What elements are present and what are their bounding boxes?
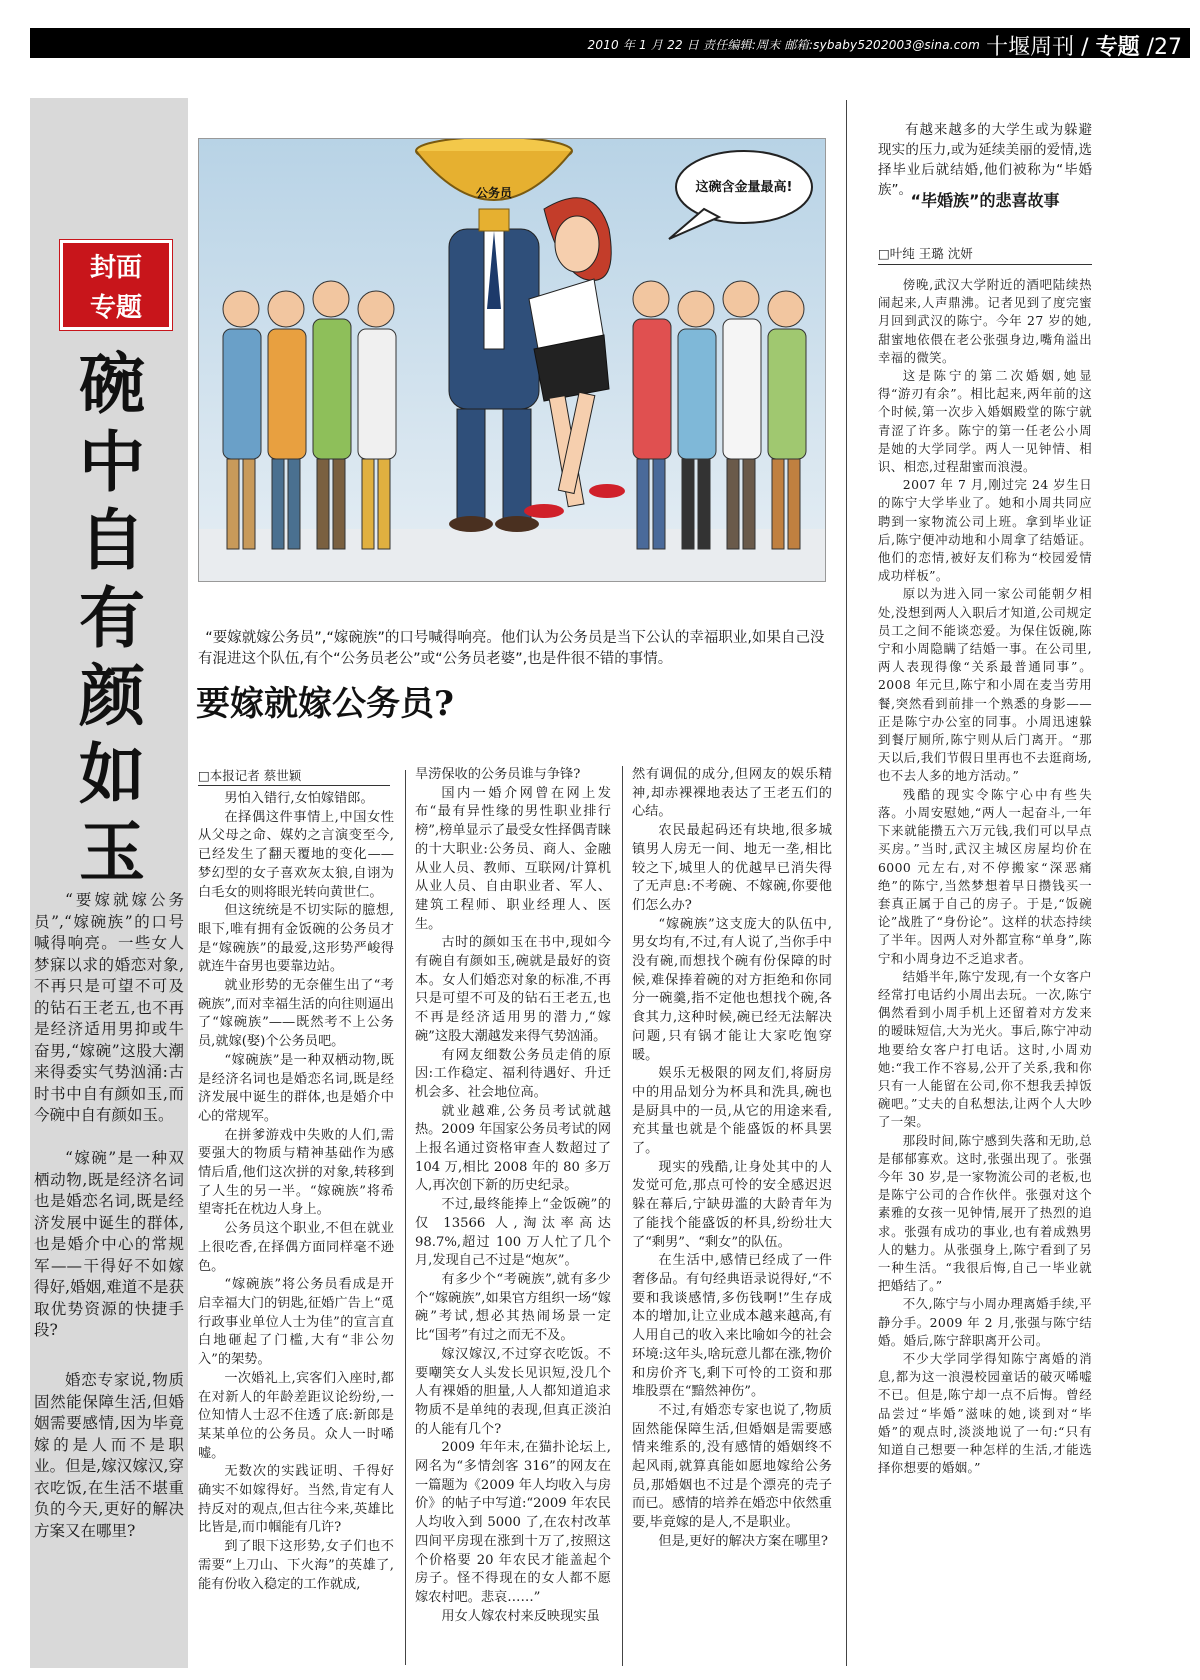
page-number: 27 bbox=[1154, 35, 1182, 60]
sidebar-paragraph: 原以为进入同一家公司能朝夕相处,没想到两人入职后才知道,公司规定员工之间不能谈恋爱。为保住饭碗,陈宁和小周隐瞒了结婚一事。在公司里,两人表现得像“关系最普通同事”。2008 年元旦,陈宁和小周在麦当劳用餐,突然看到前排一个熟悉的身影——正是陈宁办公室的同事。小周迅速躲到餐厅厕所,陈宁则从后门离开。“那天以后,我们节假日里再也不去逛商场,也不去人多的地方活动。” bbox=[878, 586, 1092, 784]
body-paragraph: 现实的残酷,让身处其中的人发觉可危,那点可怜的安全感迟迟躲在幕后,宁缺毋滥的大龄青年为了能找个能盛饭的杯具,纷纷壮大了“剩男”、“剩女”的队伍。 bbox=[632, 1159, 832, 1250]
body-paragraph: 嫁汉嫁汉,不过穿衣吃饭。不要嘲笑女人头发长见识短,没几个人有裸婚的胆量,人人都知道追求物质不是单纯的表现,但真正淡泊的人能有几个? bbox=[415, 1346, 611, 1437]
article-byline: □本报记者 蔡世颖 bbox=[198, 766, 390, 786]
column-divider bbox=[846, 100, 847, 1666]
publication-name: 十堰周刊 bbox=[986, 35, 1075, 60]
sidebar-paragraph: 不少大学同学得知陈宁离婚的消息,都为这一浪漫校园童话的破灭唏嘘不已。但是,陈宁却一点不后悔。曾经品尝过“毕婚”滋味的她,谈到对“毕婚”的观点时,淡淡地说了一句:“只有知道自己想要一种怎样的生活,才能选择你想要的婚姻。” bbox=[878, 1350, 1092, 1476]
body-column-1 bbox=[198, 790, 394, 1594]
bowl-label: 公务员 bbox=[475, 186, 513, 200]
sidebar-paragraph: 傍晚,武汉大学附近的酒吧陆续热闹起来,人声鼎沸。记者见到了度完蜜月回到武汉的陈宁。今年 27 岁的她,甜蜜地依偎在老公张强身边,嘴角溢出幸福的微笑。 bbox=[878, 277, 1092, 365]
body-paragraph: 就业越难,公务员考试就越热。2009 年国家公务员考试的网上报名通过资格审查人数超过了 104 万,相比 2008 年的 80 多万人,再次创下新的历史纪录。 bbox=[415, 1103, 612, 1194]
body-paragraph: 古时的颜如玉在书中,现如今有碗自有颜如玉,碗就是最好的资本。女人们婚恋对象的标准,不再只是可望不可及的钻石王老五,也不再是经济适用男的潜力,“嫁碗”这股大潮越发来得气势汹涌。 bbox=[415, 935, 611, 1044]
body-paragraph: 娱乐无极限的网友们,将厨房中的用品划分为杯具和洗具,碗也是厨具中的一员,从它的用途来看,充其量也就是个能盛饭的杯具罢了。 bbox=[632, 1066, 832, 1157]
column-divider bbox=[405, 770, 406, 1665]
body-paragraph: 男怕入错行,女怕嫁错郎。 bbox=[224, 791, 374, 806]
body-paragraph: 旱涝保收的公务员谁与争锋? bbox=[415, 767, 581, 782]
vertical-title bbox=[72, 345, 152, 891]
body-paragraph: 用女人嫁农村来反映现实虽 bbox=[441, 1608, 600, 1624]
sidebar-paragraph: 残酷的现实令陈宁心中有些失落。小周安慰她,“两人一起奋斗,一年下来就能攒五六万元钱,我们可以早点买房。”当时,武汉主城区房屋均价在 6000 元左右,对不停搬家“深恶痛绝”的陈宁,当然梦想着早日攒钱买一套真正属于自己的房子。于是,“饭碗论”战胜了“身份论”。这样的状态持续了半年。因两人对外都宣称“单身”,陈宁和小周身边不乏追求者。 bbox=[878, 786, 1092, 966]
body-paragraph: 但这统统是不切实际的臆想,眼下,唯有拥有金饭碗的公务员才是“嫁碗族”的最爱,这形势严峻得就连牛奋男也要靠边站。 bbox=[198, 903, 394, 975]
masthead-publication: 十堰周刊 / 专题 /27 bbox=[986, 35, 1182, 60]
body-column-2 bbox=[415, 766, 611, 1626]
masthead bbox=[30, 28, 1190, 58]
badge-line-2: 专题 bbox=[89, 293, 142, 323]
body-paragraph: “嫁碗族”是一种双栖动物,既是经济名词也是婚恋名词,既是经济发展中诞生的群体,也是婚介中心的常规军。 bbox=[198, 1052, 394, 1124]
title-char: 颜 bbox=[79, 657, 145, 735]
masthead-meta: 2010 年 1 月 22 日 责任编辑:周末 邮箱:sybaby5202003@sina.com bbox=[587, 38, 980, 52]
body-paragraph: 就业形势的无奈催生出了“考碗族”,而对幸福生活的向往则逼出了“嫁碗族”——既然考不上公务员,就嫁(娶)个公务员吧。 bbox=[198, 978, 394, 1050]
body-paragraph: “嫁碗族”将公务员看成是开启幸福大门的钥匙,征婚广告上“觅行政事业单位人士为佳”的宣言直白地砸起了门槛,大有“非公勿入”的架势。 bbox=[198, 1277, 394, 1368]
column-divider bbox=[622, 766, 623, 1666]
title-char: 玉 bbox=[79, 813, 145, 891]
body-paragraph: 无数次的实践证明、千得好确实不如嫁得好。当然,肯定有人持反对的观点,但古往今来,英雄比比皆是,而巾帼能有几许? bbox=[198, 1464, 394, 1536]
article-headline: 要嫁就嫁公务员? bbox=[196, 684, 454, 724]
cartoon-svg bbox=[199, 139, 825, 581]
body-paragraph: 不过,最终能捧上“金饭碗”的仅 13566 人,淘汰率高达 98.7%,超过 100 万人忙了几个月,发现自己不过是“炮灰”。 bbox=[415, 1197, 611, 1269]
sidebar-paragraph: 那段时间,陈宁感到失落和无助,总是郁郁寡欢。这时,张强出现了。张强今年 30 岁,是一家物流公司的老板,也是陈宁公司的合作伙伴。张强对这个素雅的女孩一见钟情,展开了热烈的追求。张强有成功的事业,也有着成熟男人的魅力。从张强身上,陈宁看到了另一种生活。“我很后悔,自己一毕业就把婚结了。” bbox=[878, 1132, 1092, 1294]
body-paragraph: 在择偶这件事情上,中国女性从父母之命、媒妁之言演变至今,已经发生了翻天覆地的变化——梦幻型的女子喜欢灰太狼,自诩为白毛女的则将眼光转向黄世仁。 bbox=[198, 809, 394, 900]
title-char: 中 bbox=[79, 423, 145, 501]
section-name: 专题 bbox=[1095, 35, 1140, 60]
speech-text: 这碗含金量最高! bbox=[695, 180, 793, 195]
body-column-3 bbox=[632, 766, 832, 1552]
title-char: 碗 bbox=[79, 345, 145, 423]
left-intro-paragraph: “要嫁就嫁公务员”,“嫁碗族”的口号喊得响亮。一些女人梦寐以求的婚恋对象,不再只是可望不可及的钻石王老五,也不再是经济适用男抑或牛奋男,“嫁碗”这股大潮来得委实气势汹涌:古时书中自有颜如玉,而今碗中自有颜如玉。 bbox=[34, 891, 184, 1124]
sidebar-headline: “毕婚族”的悲喜故事 bbox=[910, 191, 1060, 210]
title-char: 如 bbox=[79, 735, 145, 813]
sidebar-paragraph: 不久,陈宁与小周办理离婚手续,平静分手。2009 年 2 月,张强与陈宁结婚。婚后,陈宁辞职离开公司。 bbox=[878, 1296, 1092, 1348]
article-lead: “要嫁就嫁公务员”,“嫁碗族”的口号喊得响亮。他们认为公务员是当下公认的幸福职业,如果自己没有混进这个队伍,有个“公务员老公”或“公务员老婆”,也是件很不错的事情。 bbox=[198, 630, 825, 667]
body-paragraph: 农民最起码还有块地,很多城镇男人房无一间、地无一垄,相比较之下,城里人的优越早已消失得了无声息:不考碗、不嫁碗,你要他们怎么办? bbox=[632, 823, 832, 913]
body-paragraph: 有网友细数公务员走俏的原因:工作稳定、福利待遇好、升迁机会多、社会地位高。 bbox=[415, 1047, 611, 1100]
sidebar-byline: □叶纯 王璐 沈妍 bbox=[878, 244, 1092, 265]
left-intro-paragraph: 婚恋专家说,物质固然能保障生活,但婚姻需要感情,因为毕竟嫁的是人而不是职业。但是,嫁汉嫁汉,穿衣吃饭,在生活不堪重负的今天,更好的解决方案又在哪里? bbox=[34, 1371, 184, 1540]
body-paragraph: “嫁碗族”这支庞大的队伍中,男女均有,不过,有人说了,当你手中没有碗,而想找个碗有份保障的时候,难保捧着碗的对方拒绝和你同分一碗羹,指不定他也想找个碗,各食其力,这种时候,碗已经无法解决问题,只有锅才能让大家吃饱穿暖。 bbox=[632, 916, 832, 1063]
sidebar-paragraph: 2007 年 7 月,刚过完 24 岁生日的陈宁大学毕业了。她和小周共同应聘到一家物流公司上班。拿到毕业证后,陈宁便冲动地和小周拿了结婚证。他们的恋情,被好友们称为“校园爱情成功样板”。 bbox=[878, 477, 1092, 584]
title-char: 有 bbox=[79, 579, 145, 657]
body-paragraph: 到了眼下这形势,女子们也不需要“上刀山、下火海”的英雄了,能有份收入稳定的工作就成, bbox=[198, 1539, 394, 1592]
badge-line-1: 封面 bbox=[89, 253, 142, 283]
body-paragraph: 有多少个“考碗族”,就有多少个“嫁碗族”,如果官方组织一场“嫁碗”考试,想必其热闹场景一定比“国考”有过之而无不及。 bbox=[415, 1271, 611, 1344]
body-paragraph: 公务员这个职业,不但在就业上很吃香,在择偶方面同样毫不逊色。 bbox=[198, 1221, 394, 1274]
title-char: 自 bbox=[79, 501, 145, 579]
sidebar-intro: 有越来越多的大学生或为躲避现实的压力,或为延续美丽的爱情,选择毕业后就结婚,他们被称为“毕婚族”。 bbox=[878, 122, 1092, 198]
sidebar-body bbox=[878, 276, 1092, 1477]
body-paragraph: 不过,有婚恋专家也说了,物质固然能保障生活,但婚姻是需要感情来维系的,没有感情的婚姻终不起风雨,就算真能如愿地嫁给公务员,那婚姻也不过是个漂亮的壳子而已。感情的培养在婚恋中依然重要,毕竟嫁的是人,不是职业。 bbox=[632, 1402, 832, 1531]
body-paragraph: 一次婚礼上,宾客们入座时,都在对新人的年龄差距议论纷纷,一位知情人士忍不住透了底:新郎是某某单位的公务员。众人一时唏嘘。 bbox=[198, 1370, 394, 1461]
cover-topic-badge bbox=[60, 240, 172, 330]
body-paragraph: 然有调侃的成分,但网友的娱乐精神,却赤裸裸地表达了王老五们的心结。 bbox=[632, 767, 832, 820]
body-paragraph: 在拼爹游戏中失败的人们,需要强大的物质与精神基础作为感情后盾,他们这次拼的对象,转移到了人生的另一半。“嫁碗族”将希望寄托在枕边人身上。 bbox=[198, 1127, 394, 1218]
cartoon-illustration bbox=[198, 138, 826, 582]
left-intro-paragraph: “嫁碗”是一种双栖动物,既是经济名词也是婚恋名词,既是经济发展中诞生的群体,也是婚介中心的常规军——干得好不如嫁得好,婚姻,难道不是获取优势资源的快捷手段? bbox=[34, 1149, 184, 1339]
body-paragraph: 在生活中,感情已经成了一件奢侈品。有句经典语录说得好,“不要和我谈感情,多伤钱啊!”生存成本的增加,让立业成本越来越高,有人用自己的收入来比喻如今的社会环境:这年头,啥玩意儿都在涨,物价和房价齐飞,剩下可怜的工资和那堆股票在“黯然神伤”。 bbox=[632, 1253, 832, 1400]
sidebar-paragraph: 这是陈宁的第二次婚姻,她显得“游刃有余”。相比起来,两年前的这个时候,第一次步入婚姻殿堂的陈宁就青涩了许多。陈宁的第一任老公小周是她的大学同学。两人一见钟情、相识、相恋,过程甜蜜而浪漫。 bbox=[878, 368, 1092, 475]
body-paragraph: 国内一婚介网曾在网上发布“最有异性缘的男性职业排行榜”,榜单显示了最受女性择偶青睐的十大职业:公务员、商人、金融从业人员、教师、互联网/计算机从业人员、自由职业者、军人、建筑工程师、职业经理人、医生。 bbox=[415, 785, 611, 932]
body-paragraph: 但是,更好的解决方案在哪里? bbox=[658, 1533, 828, 1549]
body-paragraph: 2009 年年末,在猫扑论坛上,网名为“多情刽客 316”的网友在一篇题为《2009 年人均收入与房价》的帖子中写道:“2009 年农民人均收入到 5000 了,在农村改革四间平房现在涨到十万了,按照这个价格要 20 年农民才能盖起个房子。怪不得现在的女人都不愿嫁农村吧。悲哀……” bbox=[415, 1440, 612, 1605]
sidebar-paragraph: 结婚半年,陈宁发现,有一个女客户经常打电话约小周出去玩。一次,陈宁偶然看到小周手机上还留着对方发来的暧昧短信,大为光火。事后,陈宁冲动地要给女客户打电话。这时,小周劝她:“我工作不容易,公开了关系,我和你只有一人能留在公司,你不想我丢掉饭碗吧。”丈夫的自私想法,让两个人大吵了一架。 bbox=[878, 968, 1092, 1130]
